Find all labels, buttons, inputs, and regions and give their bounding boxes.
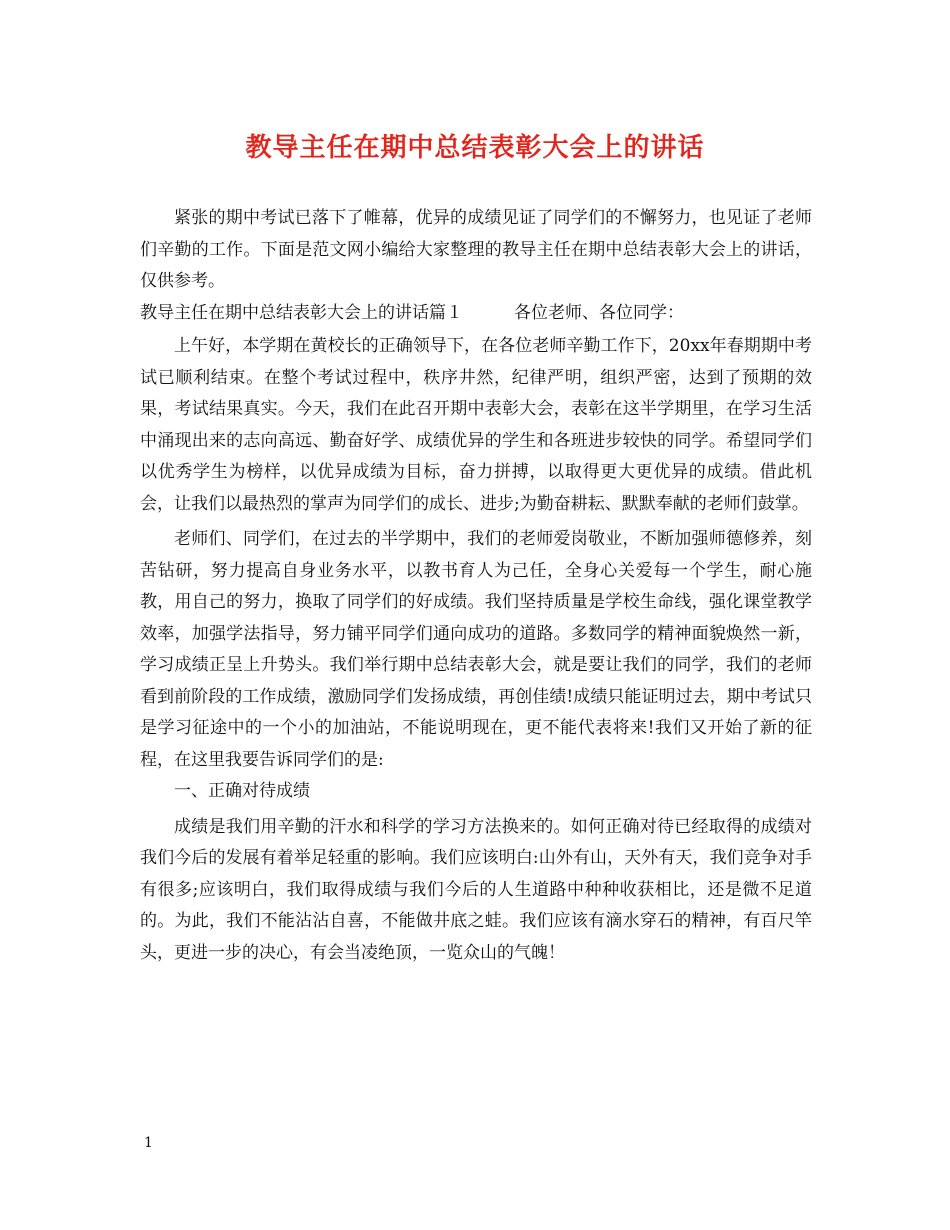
subheading-paragraph: 一、正确对待成绩: [174, 781, 310, 801]
body-paragraph-1: 上午好，本学期在黄校长的正确领导下，在各位老师辛勤工作下，20xx年春期期中考试已顺利结束。在整个考试过程中，秩序井然，纪律严明，组织严密，达到了预期的效果，考试结果真实。今天，我们在此召开期中表彰大会，表彰在这半学期里，在学习生活中涌现出来的志向高远、勤奋好学、成绩优异的学生和各班进步较快的同学。希望同学们以优秀学生为榜样，以优异成绩为目标，奋力拼搏，以取得更大更优异的成绩。借此机会，让我们以最热烈的掌声为同学们的成长、进步;为勤奋耕耘、默默奉献的老师们鼓掌。: [140, 336, 812, 514]
document-title: 教导主任在期中总结表彰大会上的讲话: [245, 133, 705, 163]
section-heading-line: 教导主任在期中总结表彰大会上的讲话篇１ 各位老师、各位同学：: [140, 302, 684, 323]
body-paragraph-3: 成绩是我们用辛勤的汗水和科学的学习方法换来的。如何正确对待已经取得的成绩对我们今后的发展有着举足轻重的影响。我们应该明白:山外有山，天外有天，我们竞争对手有很多;应该明白，我们取得成绩与我们今后的人生道路中种种收获相比，还是微不足道的。为此，我们不能沾沾自喜，不能做井底之蛙。我们应该有滴水穿石的精神，有百尺竿头，更进一步的决心，有会当凌绝顶，一览众山的气魄！: [140, 816, 812, 963]
page-number: 1: [144, 1135, 153, 1151]
intro-paragraph: 紧张的期中考试已落下了帷幕，优异的成绩见证了同学们的不懈努力，也见证了老师们辛勤的工作。下面是范文网小编给大家整理的教导主任在期中总结表彰大会上的讲话，仅供参考。: [140, 208, 812, 291]
body-paragraph-2: 老师们、同学们，在过去的半学期中，我们的老师爱岗敬业，不断加强师德修养，刻苦钻研，努力提高自身业务水平，以教书育人为己任，全身心关爱每一个学生，耐心施教，用自己的努力，换取了同学们的好成绩。我们坚持质量是学校生命线，强化课堂教学效率，加强学法指导，努力铺平同学们通向成功的道路。多数同学的精神面貌焕然一新，学习成绩正呈上升势头。我们举行期中总结表彰大会，就是要让我们的同学，我们的老师看到前阶段的工作成绩，激励同学们发扬成绩，再创佳绩!成绩只能证明过去，期中考试只是学习征途中的一个小的加油站，不能说明现在，更不能代表将来!我们又开始了新的征程，在这里我要告诉同学们的是:: [140, 529, 812, 770]
document-body: [140, 203, 812, 969]
